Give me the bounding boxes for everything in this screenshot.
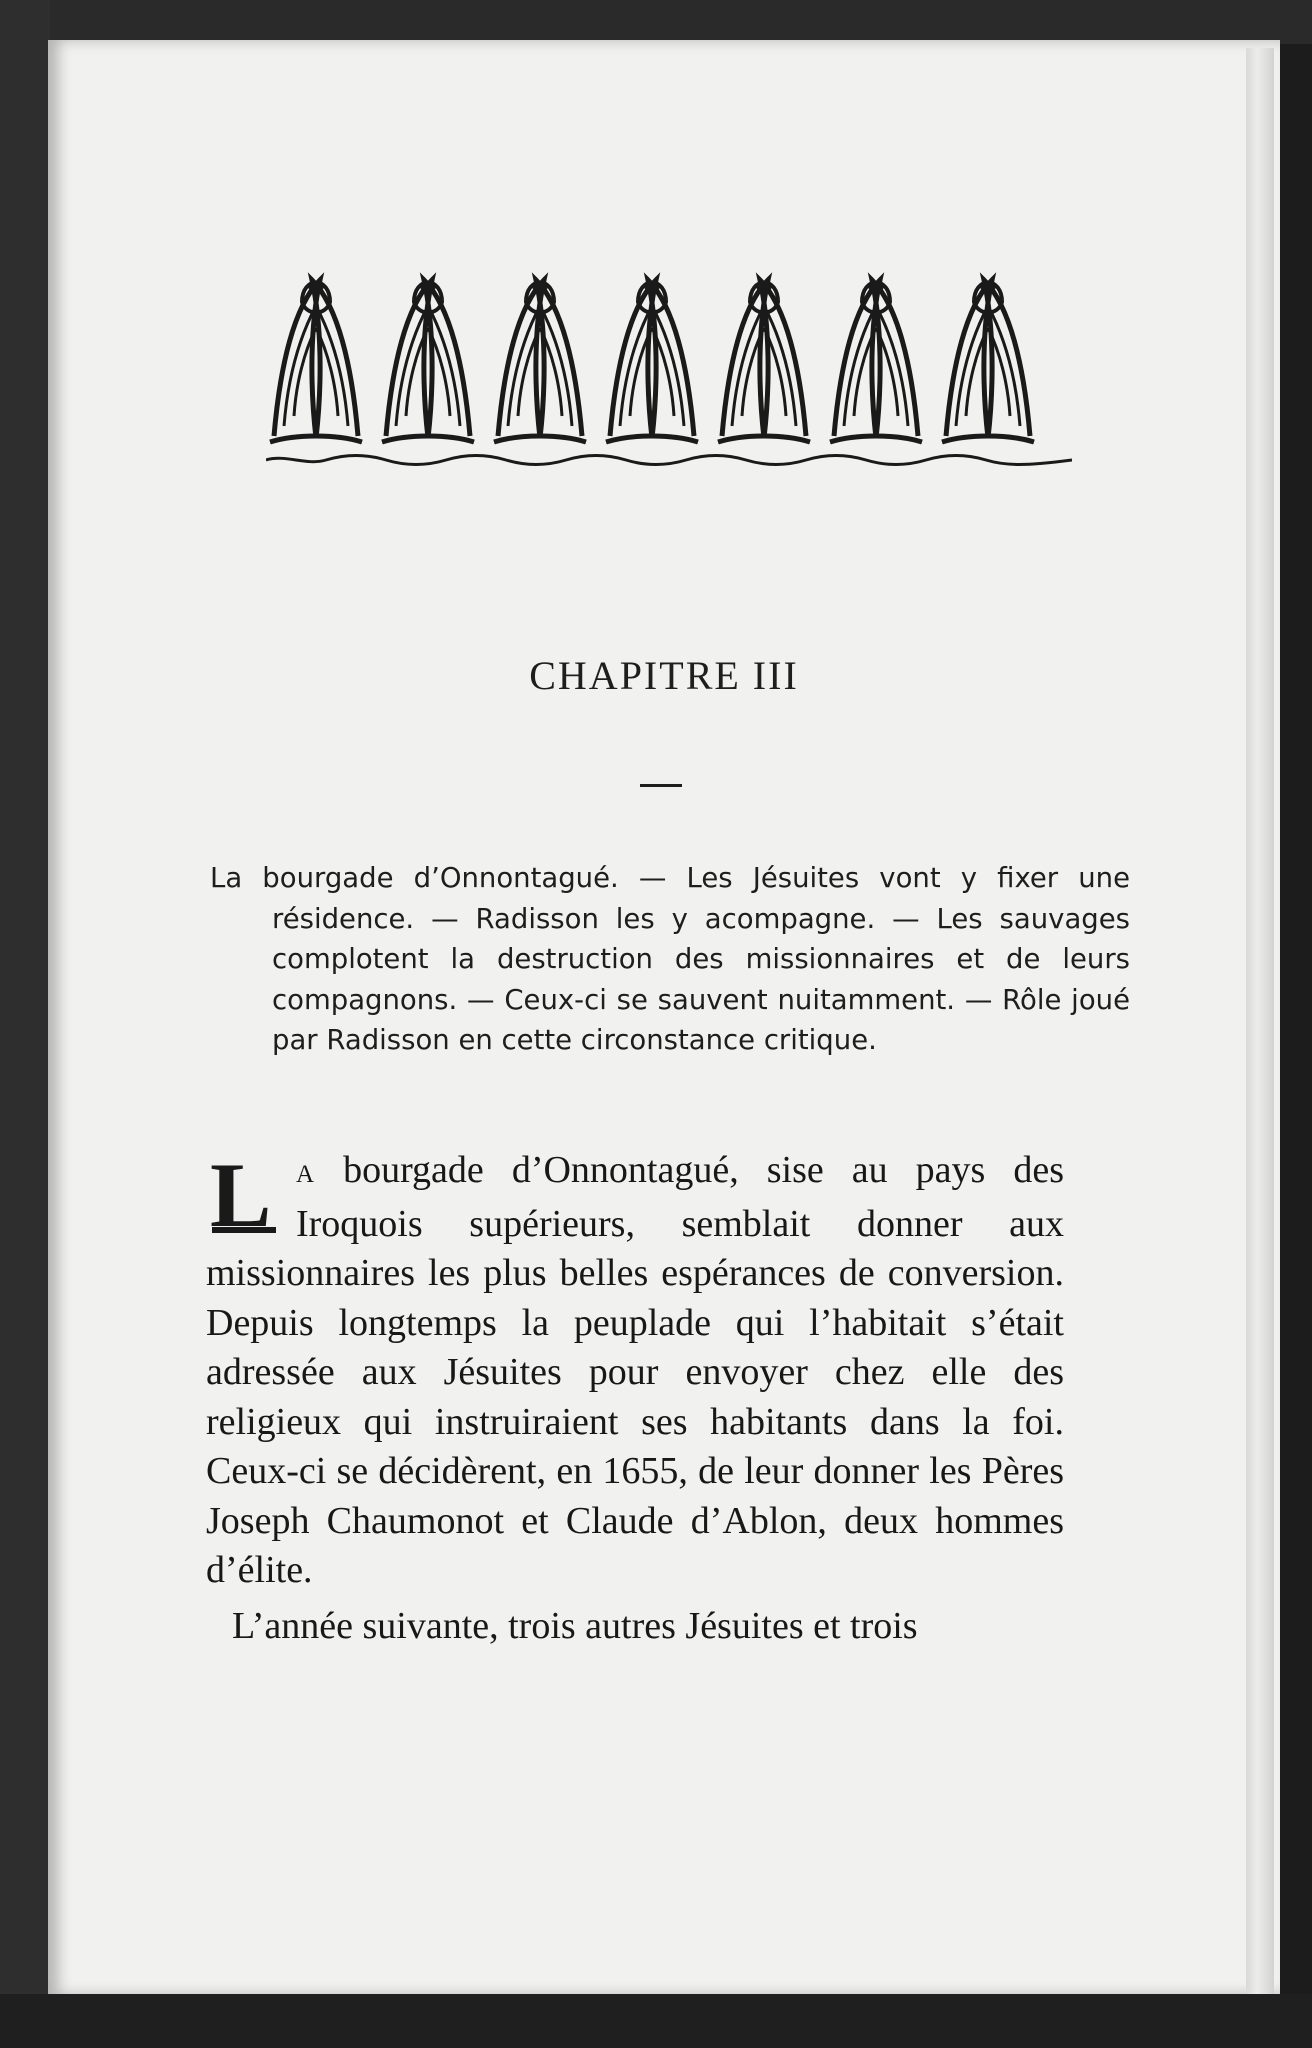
dropcap-letter-icon: [206, 1152, 282, 1236]
paragraph-2: L’année suivante, trois autres Jésuites et trois: [232, 1604, 918, 1647]
paragraph-1: [206, 1146, 1064, 1596]
book-page: [48, 40, 1280, 1995]
dropcap-rest: A: [296, 1161, 316, 1188]
scan-bottom-border: [0, 1994, 1312, 2048]
chapter-divider: [640, 784, 682, 787]
chapter-summary: La bourgade d’Onnontagué. — Les Jésuites vont y fixer une résidence. — Radisson les y acompagne. — Les sauvages complotent la destruction des missionnaires et de leurs compagnons. — Ceux-ci se sauvent nuitamment. — Rôle joué par Radisson en cette circonstance critique.: [210, 862, 1130, 1056]
scan-top-border: [0, 0, 1312, 44]
paragraph-1-text: bourgade d’Onnontagué, sise au pays des Iroquois supérieurs, semblait donner aux missionnaires les plus belles espérances de conversion. Depuis longtemps la peuplade qui l’habitait s’était adressée aux Jésuites pour envoyer chez elle des religieux qui instruiraient ses habitants dans la foi. Ceux-ci se décidèrent, en 1655, de leur donner les Pères Joseph Chaumonot et Claude d’Ablon, deux hommes d’élite.: [206, 1149, 1064, 1591]
tulip-frieze-ornament-icon: [266, 266, 1072, 470]
page-edge: [1246, 48, 1274, 1996]
chapter-body: [206, 1146, 1064, 1651]
scan-left-border: [0, 0, 50, 2048]
dropcap-letter: L: [210, 1152, 272, 1236]
chapter-title: CHAPITRE III: [529, 653, 799, 698]
